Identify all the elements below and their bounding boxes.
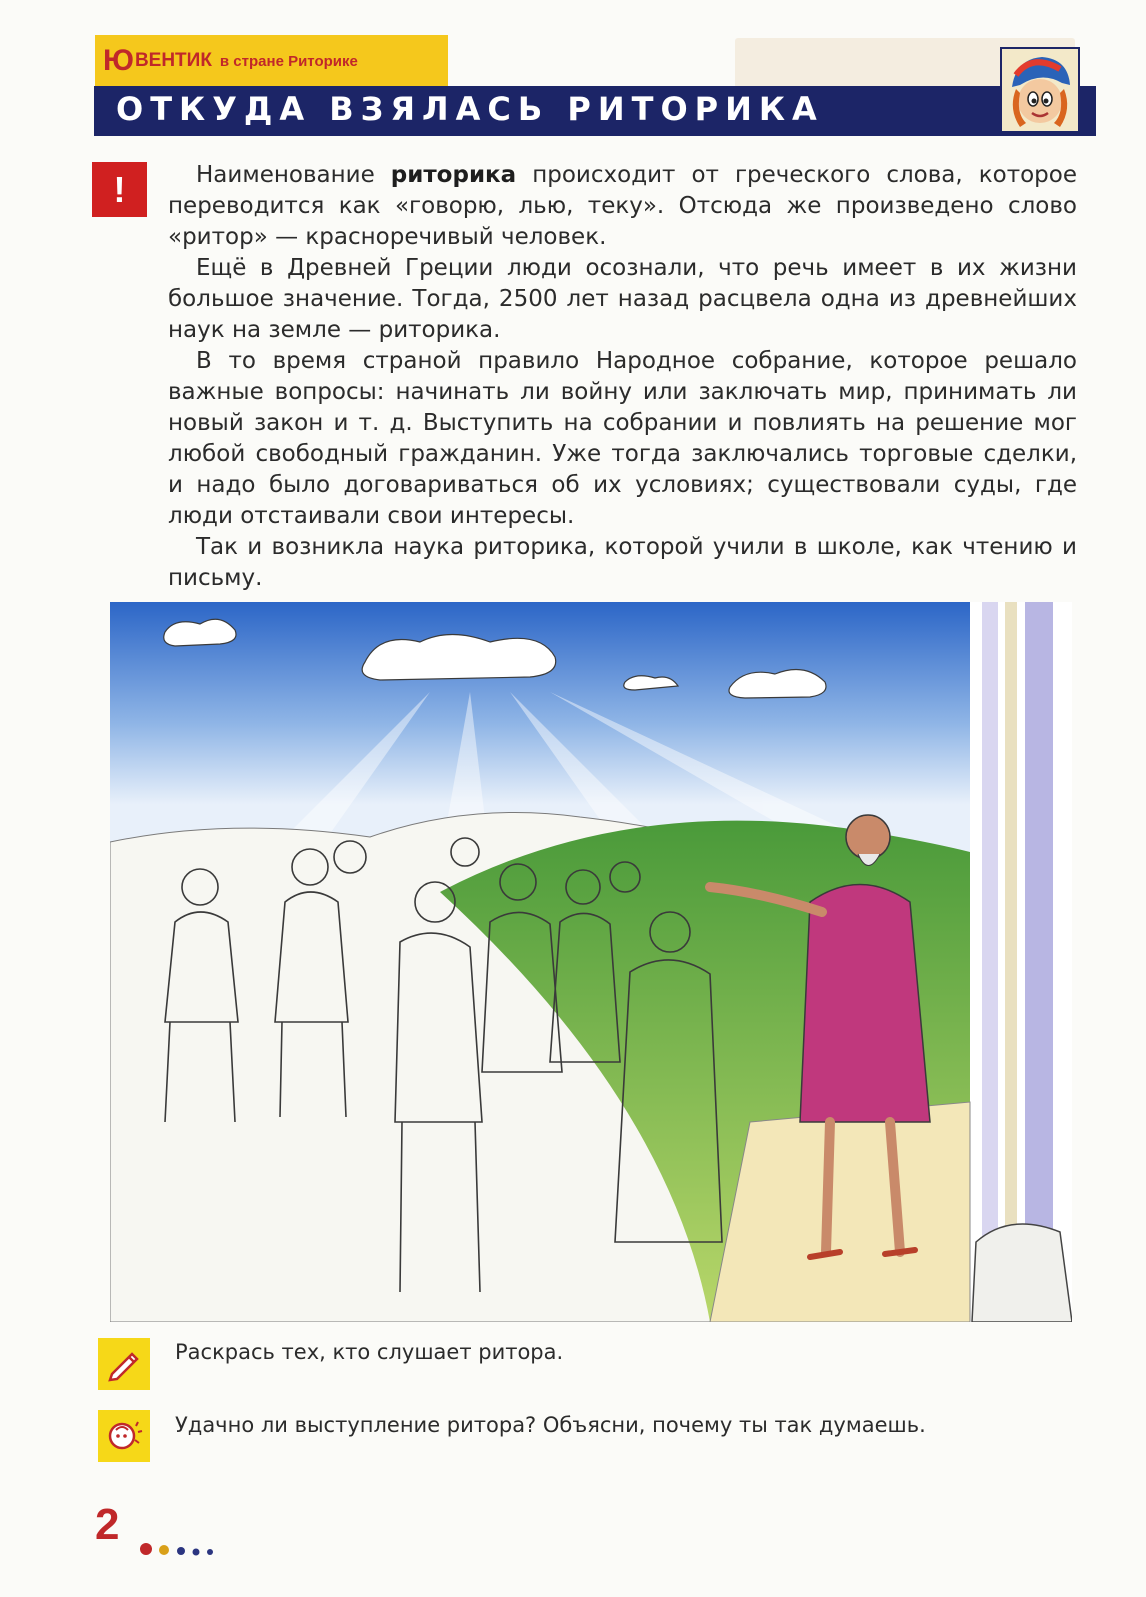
task-evaluate-speech: Удачно ли выступление ритора? Объясни, почему ты так думаешь. <box>175 1413 926 1437</box>
paragraph-1: Наименование риторика происходит от греческого слова, которое переводится как «говорю, лью, теку». Отсюда же произведено слово «ритор» — красноречивый человек. <box>168 162 1077 250</box>
page-dots <box>138 1537 228 1563</box>
series-initial: Ю <box>103 44 133 77</box>
chapter-title-bar <box>94 86 1096 136</box>
series-name: ВЕНТИК <box>134 50 212 71</box>
rhetor-illustration <box>110 602 1072 1322</box>
task-color-listeners: Раскрась тех, кто слушает ритора. <box>175 1340 564 1364</box>
series-subtitle: в стране Риторике <box>219 52 358 70</box>
paragraph-3: В то время страной правило Народное собрание, которое решало важные вопросы: начинать ли войну или заключать мир, принимать ли новый закон и т. д. Выступить на собрании и повлиять на решение мог любой свободный гражданин. Уже тогда заключались торговые сделки, и надо было договариваться об их условиях; существовали суды, где люди отстаивали свои интересы. <box>168 348 1077 529</box>
main-text <box>168 160 1077 594</box>
thinking-head-icon <box>98 1410 150 1462</box>
page-number: 2 <box>95 1500 120 1549</box>
term-rhetoric: риторика <box>390 162 517 188</box>
series-header <box>95 35 448 87</box>
mascot-icon <box>1000 47 1080 133</box>
pencil-icon <box>98 1338 150 1390</box>
paragraph-4: Так и возникла наука риторика, которой учили в школе, как чтению и письму. <box>168 534 1077 591</box>
chapter-title: ОТКУДА ВЗЯЛАСЬ РИТОРИКА <box>116 90 824 128</box>
paragraph-2: Ещё в Древней Греции люди осознали, что речь имеет в их жизни большое значение. Тогда, 2500 лет назад расцвела одна из древнейших наук на земле — риторика. <box>168 255 1077 343</box>
exclamation-icon: ! <box>92 162 147 217</box>
